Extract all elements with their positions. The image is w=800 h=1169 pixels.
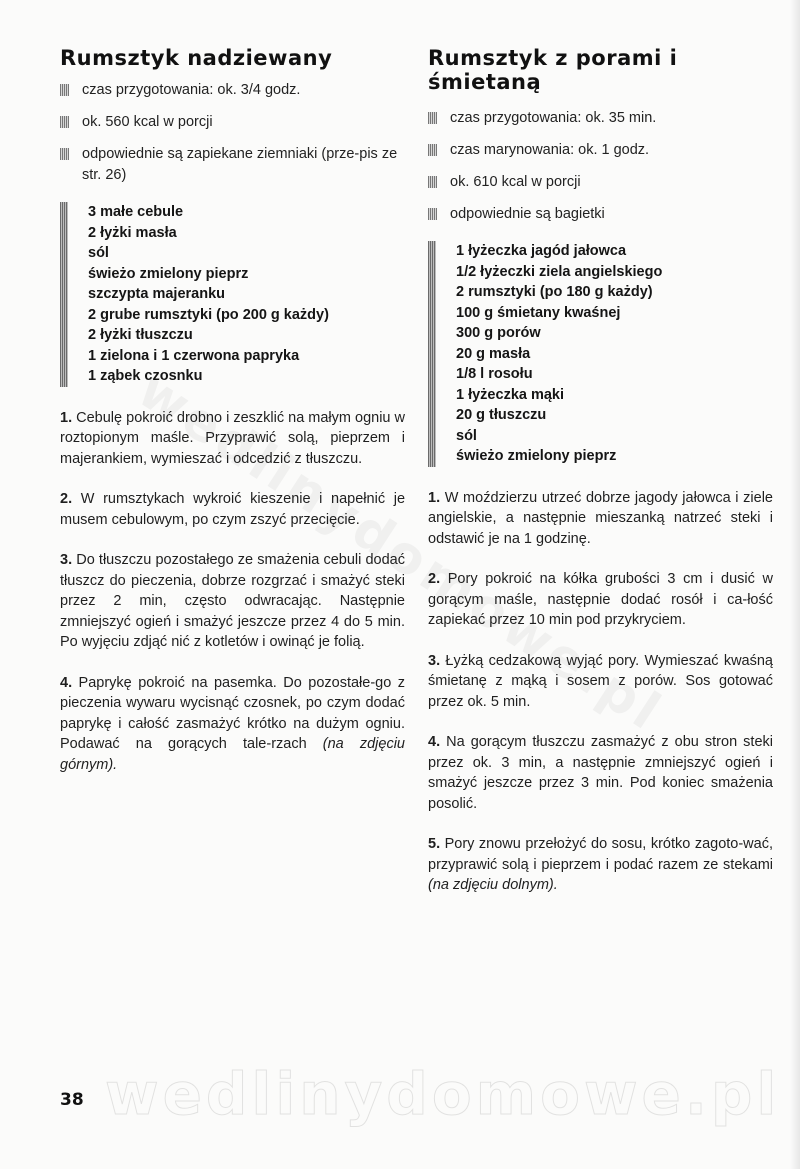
ingredient: 2 łyżki tłuszczu xyxy=(88,327,193,343)
step: 2. W rumsztykach wykroić kieszenie i napełnić je musem cebulowym, po czym zszyć przecięcie. xyxy=(60,491,406,528)
meta-item: czas przygotowania: ok. 35 min. xyxy=(428,108,773,129)
step: 1. Cebulę pokroić drobno i zeszklić na małym ogniu w roztopionym maśle. Przyprawić solą, pieprzem i majerankiem, wymieszać i odcedzić z tłuszczu. xyxy=(60,409,406,467)
page-edge-shadow xyxy=(790,0,800,1169)
recipe-title-left: Rumsztyk nadziewany xyxy=(60,46,333,70)
ingredient: 3 małe cebule xyxy=(88,204,184,220)
ingredient: 100 g śmietany kwaśnej xyxy=(456,304,621,321)
photo-note: (na zdjęciu górnym). xyxy=(60,736,405,773)
recipe-title-right: Rumsztyk z porami i śmietaną xyxy=(428,46,678,94)
photo-note: (na zdjęciu dolnym). xyxy=(428,877,558,893)
ingredient: szczypta majeranku xyxy=(88,286,226,302)
meta-item: odpowiednie są zapiekane ziemniaki (prze-pis ze str. 26) xyxy=(60,144,405,186)
ingredient: 2 grube rumsztyki (po 200 g każdy) xyxy=(88,306,329,323)
ingredient: 1 łyżeczka mąki xyxy=(456,386,565,403)
step: 4. Na gorącym tłuszczu zasmażyć z obu stron steki przez ok. 3 min, a następnie zmniejszyć ogień i smażyć jeszcze przez 3 min. Pod koniec smażenia posolić. xyxy=(428,734,773,812)
bullet-icon xyxy=(428,144,437,156)
ingredient: 1/2 łyżeczki ziela angielskiego xyxy=(456,263,663,280)
meta-item: czas marynowania: ok. 1 godz. xyxy=(428,140,773,161)
step: 4. Paprykę pokroić na pasemka. Do pozostałe-go z pieczenia wywaru wycisnąć czosnek, po czym dodać paprykę i całość zasmażyć krótko na dużym ogniu. Podawać na gorących tale-rzach (na zdjęciu górnym). xyxy=(60,674,405,773)
bullet-icon xyxy=(60,84,69,96)
step: 2. Pory pokroić na kółka grubości 3 cm i dusić w gorącym maśle, następnie dodać rosół i ca-łość zapiekać przez 10 min pod przykryciem. xyxy=(428,571,773,628)
ingredient: 1 ząbek czosnku xyxy=(88,368,203,384)
bullet-icon xyxy=(428,112,437,124)
ingredient: sól xyxy=(88,245,109,261)
ingredient: 20 g masła xyxy=(456,345,531,362)
step: 3. Łyżką cedzakową wyjąć pory. Wymieszać kwaśną śmietanę z mąką i sosem z porów. Sos gotować przez ok. 5 min. xyxy=(428,652,773,710)
recipe-meta-right xyxy=(428,108,773,225)
bullet-icon xyxy=(60,116,69,128)
ingredient: sól xyxy=(456,427,477,444)
recipe-right xyxy=(428,46,773,916)
ingredient: 1 łyżeczka jagód jałowca xyxy=(456,243,627,259)
ingredients-list-right xyxy=(428,241,773,467)
meta-item: ok. 560 kcal w porcji xyxy=(60,112,405,133)
meta-item: odpowiednie są bagietki xyxy=(428,204,773,225)
bullet-icon xyxy=(60,148,69,160)
ingredient: 300 g porów xyxy=(456,325,541,341)
ingredient: 2 łyżki masła xyxy=(88,224,177,241)
bullet-icon xyxy=(428,208,437,220)
meta-item: czas przygotowania: ok. 3/4 godz. xyxy=(60,80,405,101)
ingredient: 2 rumsztyki (po 180 g każdy) xyxy=(456,284,653,300)
recipe-left xyxy=(60,46,405,795)
steps-right xyxy=(428,488,773,896)
page-number: 38 xyxy=(60,1090,84,1110)
ingredient: 1/8 l rosołu xyxy=(456,366,533,382)
ingredient: świeżo zmielony pieprz xyxy=(456,448,617,464)
step: 1. W moździerzu utrzeć dobrze jagody jałowca i ziele angielskie, a następnie mieszanką natrzeć steki i odstawić je na 1 godzinę. xyxy=(428,489,773,547)
ingredient: 20 g tłuszczu xyxy=(456,407,547,423)
ingredient: świeżo zmielony pieprz xyxy=(88,265,249,282)
meta-item: ok. 610 kcal w porcji xyxy=(428,172,773,193)
bullet-icon xyxy=(428,176,437,188)
recipe-meta-left xyxy=(60,80,405,186)
step: 3. Do tłuszczu pozostałego ze smażenia cebuli dodać tłuszcz do pieczenia, dobrze rozgrzać i smażyć steki przez 2 min, często odwracając. Następnie zmniejszyć ogień i smażyć jeszcze przez 4 do 5 min. Po wyjęciu zdjąć nić z kotletów i owinąć je folią. xyxy=(60,552,405,650)
bottom-watermark: wedlinydomowe.pl xyxy=(105,1060,781,1128)
step: 5. Pory znowu przełożyć do sosu, krótko zagoto-wać, przyprawić solą i pieprzem i podać razem ze stekami (na zdjęciu dolnym). xyxy=(428,836,773,893)
ingredients-list-left xyxy=(60,202,405,387)
steps-left xyxy=(60,408,405,776)
ingredient: 1 zielona i 1 czerwona papryka xyxy=(88,347,300,364)
